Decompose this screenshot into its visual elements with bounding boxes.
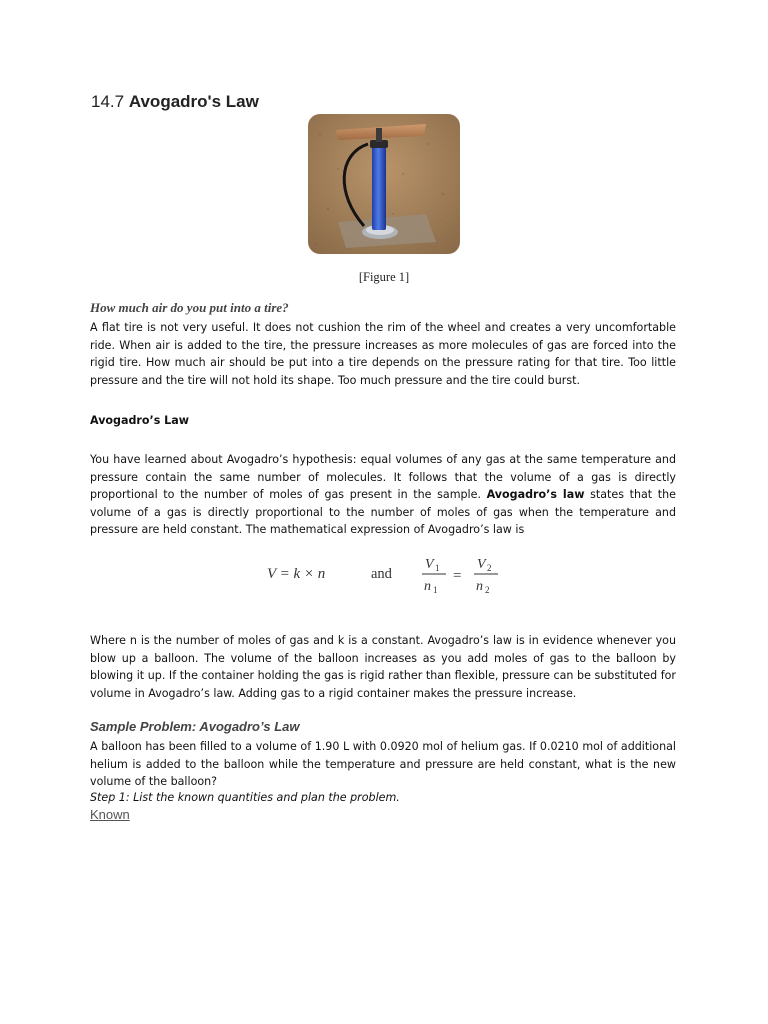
equation-n2-sub: 2 <box>485 585 490 595</box>
balloon-paragraph: Where n is the number of moles of gas and k is a constant. Avogadro’s law is in evidence whenever you blow up a balloon. The volume of the balloon increases as you add moles of gas to the balloon by blowing it up. If the container holding the gas is rigid rather than flexible, pressure can be substituted for volume in Avogadro’s law. Adding gas to a rigid container makes the pressure increase. <box>90 634 676 700</box>
intro-paragraph: A flat tire is not very useful. It does not cushion the rim of the wheel and creates a very uncomfortable ride. When air is added to the tire, the pressure increases as more molecules of gas are forced into the rigid tire. How much air should be put into a tire depends on the pressure rating for that tire. Too little pressure and the tire will not hold its shape. Too much pressure and the tire could burst. <box>90 321 676 387</box>
known-label: Known <box>90 807 130 822</box>
sample-problem-heading: Sample Problem: Avogadro’s Law <box>90 719 300 734</box>
equation-n2: n <box>476 579 483 594</box>
equation-equals: = <box>453 568 462 584</box>
law-term-bold: Avogadro’s law <box>486 488 585 501</box>
equation-v1: V <box>425 557 434 572</box>
section-title <box>91 92 259 112</box>
figure-caption: [Figure 1] <box>358 270 410 284</box>
equation-and: and <box>371 566 392 582</box>
law-heading: Avogadro’s Law <box>90 414 189 427</box>
equation-v2: V <box>477 557 486 572</box>
equation-n1-sub: 1 <box>433 585 438 595</box>
avogadro-equation <box>0 552 768 596</box>
sample-problem-paragraph: A balloon has been filled to a volume of 1.90 L with 0.0920 mol of helium gas. If 0.0210 mol of additional helium is added to the balloon while the temperature and pressure are held constant, what is the new volume of the balloon? <box>90 740 676 788</box>
equation-v2-sub: 2 <box>487 563 492 573</box>
section-number: 14.7 <box>91 92 125 111</box>
law-paragraph-part1: You have learned about Avogadro’s hypothesis: equal volumes of any gas at the same temperature and pressure contain the same number of molecules. It follows that the volume of a gas is directly proportional to the number of moles of gas present in the sample. <box>90 453 676 501</box>
tire-pump-photo <box>308 114 460 254</box>
section-name: Avogadro's Law <box>128 92 259 111</box>
equation-n1: n <box>424 579 431 594</box>
equation-left: V = k × n <box>267 566 326 582</box>
step-1: Step 1: List the known quantities and plan the problem. <box>90 791 400 804</box>
law-paragraph-part2: states that the volume of a gas is directly proportional to the number of moles of gas when the temperature and pressure are held constant. The mathematical expression of Avogadro’s law is <box>90 488 676 536</box>
equation-v1-sub: 1 <box>435 563 440 573</box>
question-heading: How much air do you put into a tire? <box>90 300 289 315</box>
law-paragraph <box>90 451 676 539</box>
